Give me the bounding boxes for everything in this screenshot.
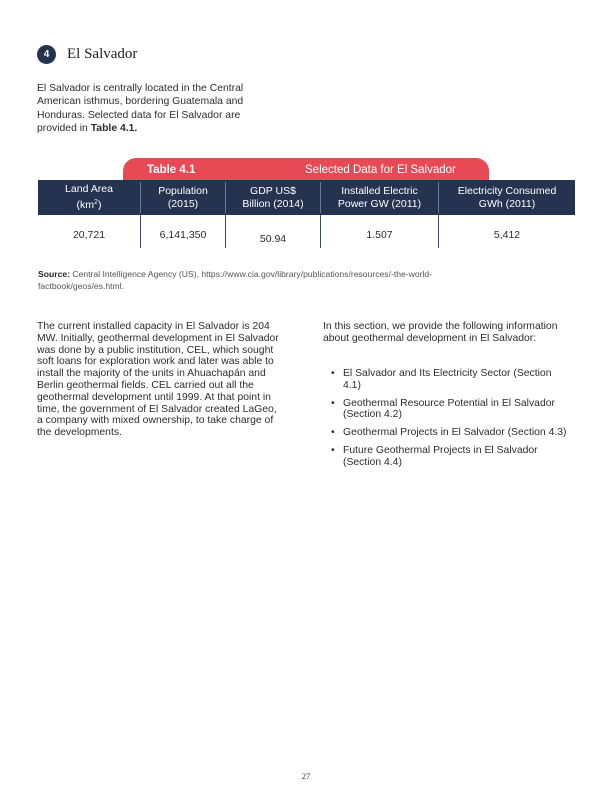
list-item: • Geothermal Projects in El Salvador (Section 4.3)	[331, 427, 567, 439]
header-population: Population (2015)	[158, 184, 208, 210]
list-item: • El Salvador and Its Electricity Sector (Section 4.1)	[331, 368, 552, 391]
header-installed-power: Installed Electric Power GW (2011)	[337, 184, 422, 210]
cell-gdp: 50.94	[259, 233, 287, 245]
source-label: Source:	[38, 269, 70, 279]
body-paragraph-right: In this section, we provide the following information about geothermal development in El Salvador:	[323, 321, 558, 344]
section-list	[331, 368, 571, 475]
header-divider	[140, 182, 141, 213]
chapter-number-badge: 4	[37, 45, 56, 64]
bullet-icon: •	[331, 368, 335, 379]
intro-paragraph	[37, 82, 277, 135]
header-divider	[438, 182, 439, 213]
cell-population: 6,141,350	[159, 229, 207, 241]
cell-electricity-consumed: 5,412	[493, 229, 521, 241]
source-link[interactable]: Central Intelligence Agency (US), https://www.cia.gov/library/publications/resources/-the-world-factbook/geos/es.html.	[38, 269, 433, 291]
table-title: Selected Data for El Salvador	[305, 164, 456, 176]
table-number: Table 4.1	[147, 164, 196, 176]
bullet-icon: •	[331, 427, 335, 439]
body-paragraph-left: The current installed capacity in El Salvador is 204 MW. Initially, geothermal development in El Salvador was done by a public institution, CEL, which sought soft loans for exploration work and later was able to install the majority of the units in Ahuachapán and Berlin geothermal fields. CEL carried out all the geothermal development until 1999. At that point in time, the government of El Salvador created LaGeo, a company with mixed ownership, to take charge of the developments.	[37, 321, 279, 439]
intro-text: El Salvador is centrally located in the Central American isthmus, bordering Guatemala and Honduras. Selected data for El Salvador are provided in	[37, 83, 244, 134]
cell-installed-power: 1.507	[366, 229, 393, 241]
bullet-icon: •	[331, 397, 335, 409]
header-divider	[320, 182, 321, 213]
list-item: • Geothermal Resource Potential in El Salvador (Section 4.2)	[331, 397, 555, 421]
bullet-icon: •	[331, 444, 335, 456]
cell-land-area: 20,721	[72, 229, 106, 241]
chapter-title: El Salvador	[67, 46, 138, 62]
table-source-note	[38, 268, 478, 292]
header-gdp: GDP US$ Billion (2014)	[242, 184, 304, 210]
page-number: 27	[301, 771, 311, 781]
header-electricity-consumed: Electricity Consumed GWh (2011)	[457, 184, 557, 210]
header-divider	[225, 182, 226, 213]
table-reference[interactable]: Table 4.1.	[90, 122, 138, 134]
header-land-area: Land Area $(km^2)$	[65, 183, 113, 211]
list-item: • Future Geothermal Projects in El Salvador (Section 4.4)	[331, 444, 538, 468]
